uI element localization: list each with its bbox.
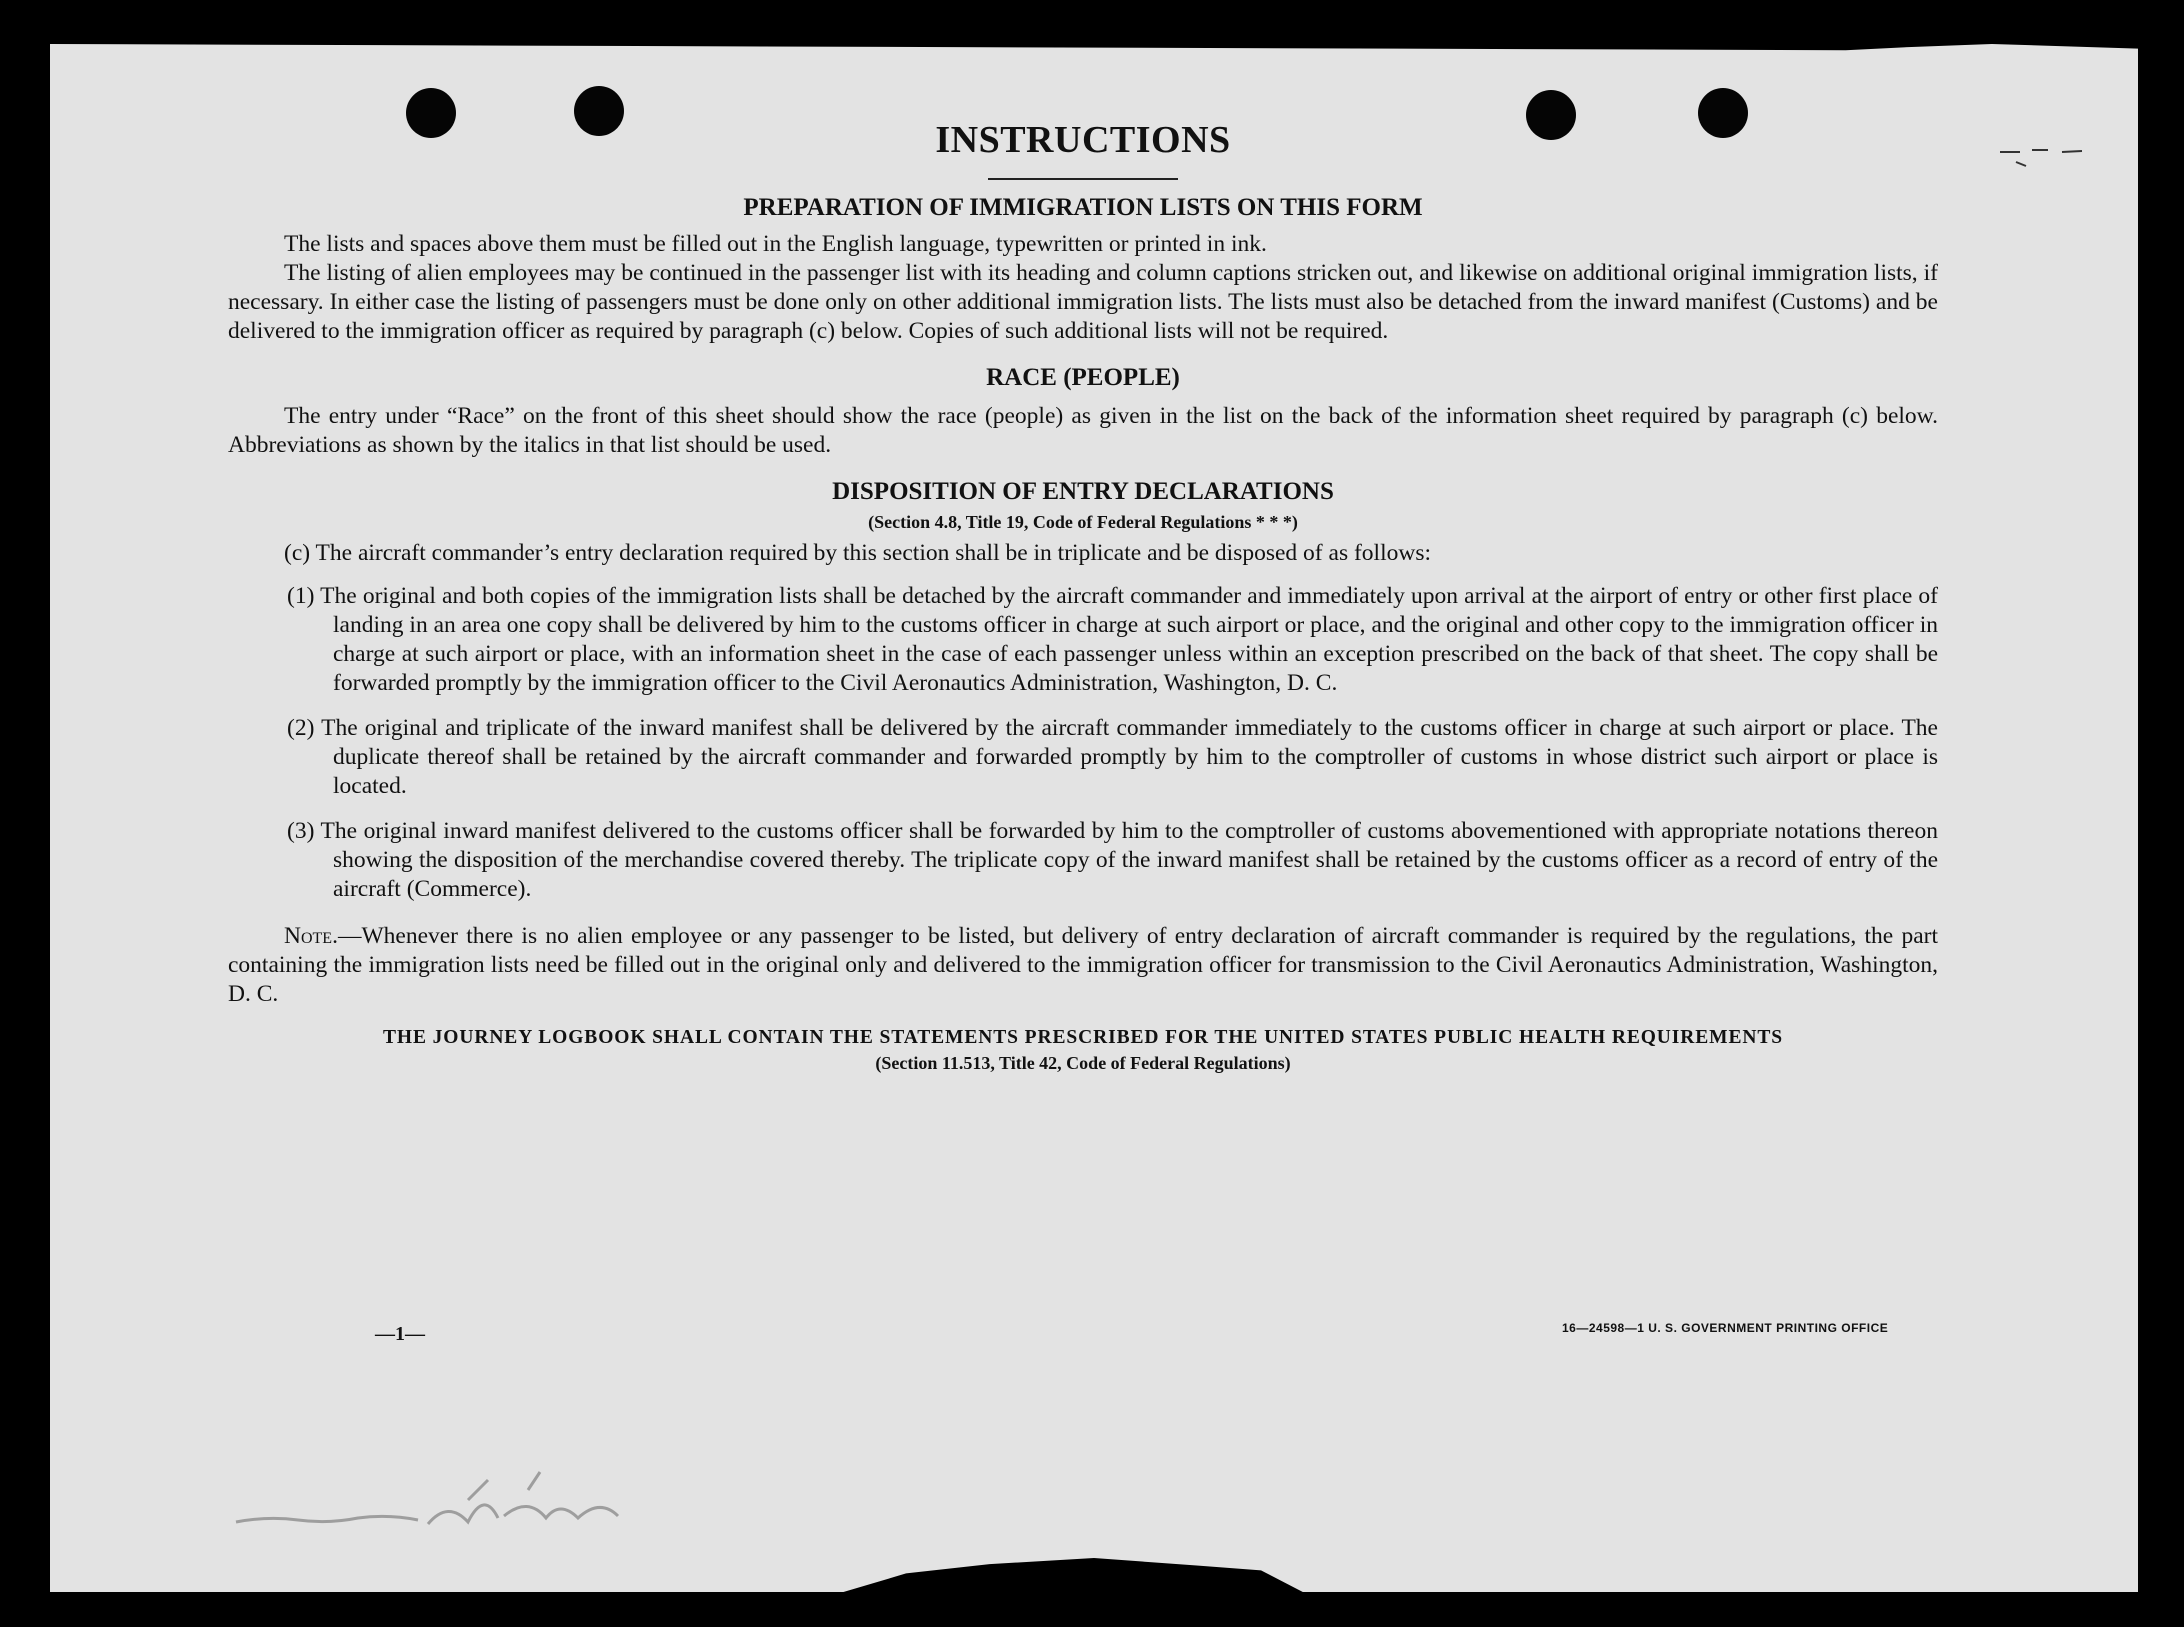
page-title: INSTRUCTIONS bbox=[935, 119, 1231, 161]
page-number: —1— bbox=[375, 1323, 425, 1345]
handwritten-signature bbox=[228, 1460, 648, 1550]
note-lead: Note. bbox=[284, 923, 338, 949]
section-heading-race: RACE (PEOPLE) bbox=[986, 364, 1180, 391]
instructions-content bbox=[228, 118, 1938, 1074]
paragraph-alien-employees: The listing of alien employees may be continued in the passenger list with its heading and column captions stricken out, and likewise on additional original immigration lists, if necessary. In either case the listing of passengers must be done only on other additional immigration lists. The lists must also be detached from the inward manifest (Customs) and be delivered to the immigration officer as required by paragraph (c) below. Copies of such additional lists will not be required. bbox=[228, 260, 1938, 344]
list-item: (1) The original and both copies of the immigration lists shall be detached by the aircraft commander and immediately upon arrival at the airport of entry or other first place of landing in an area one copy shall be delivered by him to the customs officer in charge at such airport or place, and the original and other copy to the immigration officer in charge at such airport or place, with an information sheet in the case of each passenger unless within an exception prescribed on the back of that sheet. The copy shall be forwarded promptly by the immigration officer to the Civil Aeronautics Administration, Washington, D. C. bbox=[287, 583, 1938, 696]
title-divider bbox=[988, 178, 1178, 180]
paragraph-lists-language: The lists and spaces above them must be filled out in the English language, typewritten or printed in ink. bbox=[284, 231, 1267, 257]
paragraph-race: The entry under “Race” on the front of this sheet should show the race (people) as given in the list on the back of the information sheet required by paragraph (c) below. Abbreviations as shown by the italics in that list should be used. bbox=[228, 403, 1938, 458]
corner-marks bbox=[1996, 142, 2086, 182]
health-citation: (Section 11.513, Title 42, Code of Federal Regulations) bbox=[875, 1053, 1291, 1073]
list-item: (3) The original inward manifest delivered to the customs officer shall be forwarded by him to the comptroller of customs abovementioned with appropriate notations thereon showing the disposition of the merchandise covered thereby. The triplicate copy of the inward manifest shall be retained by the customs officer as a record of entry of the aircraft (Commerce). bbox=[287, 818, 1938, 902]
note-text: —Whenever there is no alien employee or any passenger to be listed, but delivery of entry declaration of aircraft commander is required by the regulations, the part containing the immigration lists need be filled out in the original only and delivered to the immigration officer for transmission to the Civil Aeronautics Administration, Washington, D. C. bbox=[228, 923, 1938, 1007]
printing-office-code: 16—24598—1 U. S. GOVERNMENT PRINTING OFFICE bbox=[1562, 1321, 1889, 1335]
section-heading-preparation: PREPARATION OF IMMIGRATION LISTS ON THIS FORM bbox=[743, 194, 1423, 221]
section-heading-disposition: DISPOSITION OF ENTRY DECLARATIONS bbox=[832, 478, 1334, 505]
list-item: (2) The original and triplicate of the inward manifest shall be delivered by the aircraft commander immediately to the customs officer in charge at such airport or place. The duplicate thereof shall be retained by the aircraft commander and forwarded promptly by him to the comptroller of customs in whose district such airport or place is located. bbox=[287, 715, 1938, 799]
section-citation: (Section 4.8, Title 19, Code of Federal Regulations * * *) bbox=[868, 512, 1298, 532]
paragraph-c: (c) The aircraft commander’s entry declaration required by this section shall be in triplicate and be disposed of as follows: bbox=[284, 540, 1431, 566]
health-requirements-line: THE JOURNEY LOGBOOK SHALL CONTAIN THE STATEMENTS PRESCRIBED FOR THE UNITED STATES PUBLIC HEALTH REQUIREMENTS bbox=[382, 1027, 1784, 1048]
note-paragraph bbox=[228, 922, 1938, 1009]
